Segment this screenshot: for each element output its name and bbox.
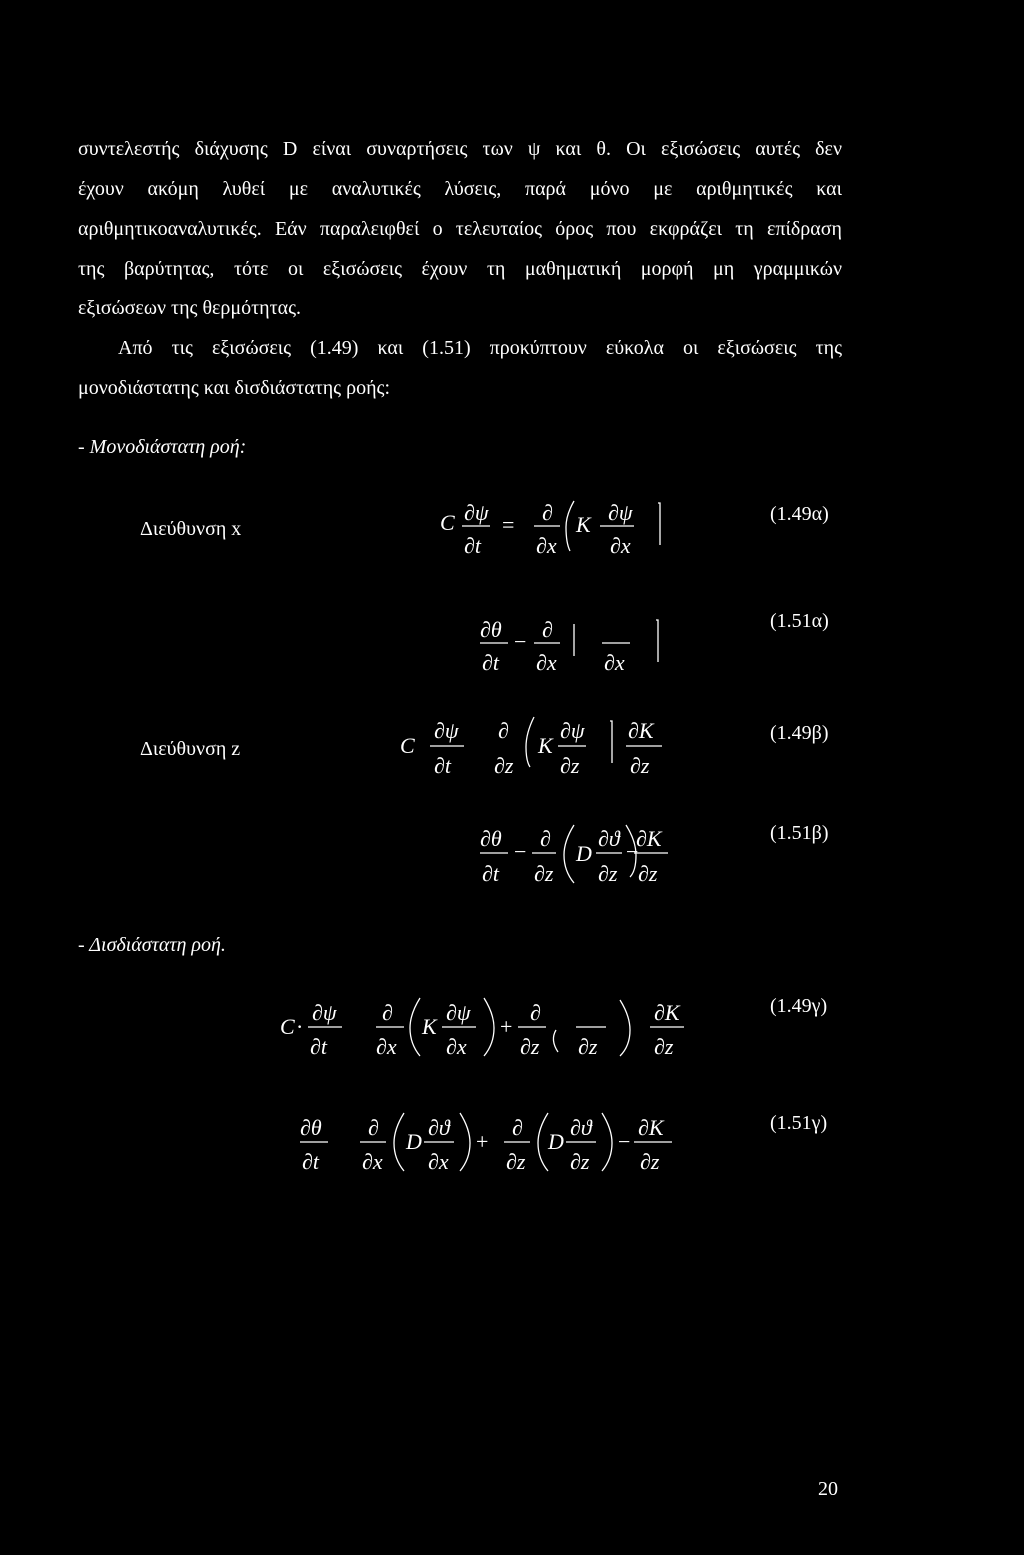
eq-symbol: ∂x [428,1149,449,1174]
eq-symbol: ∂ [382,1000,393,1025]
eq-symbol: D [548,1129,564,1154]
eq-symbol: ∂ϑ [598,826,620,851]
eq-symbol: ∂t [482,650,499,675]
eq-symbol: − [514,839,527,864]
eq-symbol: ∂z [630,753,650,778]
eq-symbol: ∂z [534,861,554,886]
eq-symbol: ∂t [482,861,499,886]
eq-symbol: ∂K [636,826,662,851]
right-paren [602,1113,612,1171]
paragraph-line: έχουν ακόμη λυθεί με αναλυτικές λύσεις, παρά μόνο με αριθμητικές και [78,178,842,200]
eq-symbol: ∂ [542,617,553,642]
eq-symbol: ∂ [530,1000,541,1025]
eq-symbol: ∂z [570,1149,590,1174]
eq-symbol: ∂ψ [312,1000,337,1025]
equation-number: (1.51γ) [770,1112,828,1134]
eq-symbol: − [618,1129,631,1154]
eq-symbol: ∂ϑ [570,1115,592,1140]
paragraph-line: της βαρύτητας, τότε οι εξισώσεις έχουν τη μαθηματική μορφή μη γραμμικών [78,258,842,280]
section-heading-two-dimensional: - Δισδιάστατη ροή. [78,934,226,956]
eq-symbol: ∂z [560,753,580,778]
eq-symbol: K [576,512,591,537]
eq-symbol: ∂ [368,1115,379,1140]
eq-symbol: ∂K [628,718,654,743]
eq-symbol: ∂t [302,1149,319,1174]
eq-symbol: ∂z [578,1034,598,1059]
left-paren [394,1113,404,1171]
eq-symbol: − [514,629,527,654]
left-paren [553,1030,558,1052]
equation-number: (1.51β) [770,822,829,844]
eq-symbol: K [422,1014,437,1039]
eq-symbol: C [440,510,455,535]
eq-symbol: ∂K [638,1115,664,1140]
eq-symbol: ∂t [464,533,481,558]
eq-symbol: ∂z [494,753,514,778]
eq-symbol: ∂ψ [434,718,459,743]
eq-symbol: ∂z [654,1034,674,1059]
eq-symbol: ∂ϑ [428,1115,450,1140]
left-paren [538,1113,548,1171]
eq-symbol: ∂ψ [608,500,633,525]
paragraph-line: μονοδιάστατης και δισδιάστατης ροής: [78,377,391,399]
eq-symbol: D [406,1129,422,1154]
direction-x-label: Διεύθυνση x [140,518,242,540]
page-number: 20 [818,1478,838,1500]
section-heading-one-dimensional: - Μονοδιάστατη ροή: [78,436,247,458]
direction-z-label: Διεύθυνση z [140,738,241,760]
equation-number: (1.49γ) [770,995,828,1017]
eq-symbol: ∂z [598,861,618,886]
equation-151c [300,1105,700,1185]
eq-symbol: + [500,1014,513,1039]
eq-symbol: ∂z [640,1149,660,1174]
eq-symbol: ∂z [520,1034,540,1059]
eq-symbol: ∂ψ [446,1000,471,1025]
eq-symbol: ∂ [540,826,551,851]
eq-symbol: ∂x [536,650,557,675]
eq-symbol: · [296,1014,304,1039]
eq-symbol: − [626,839,639,864]
eq-symbol: ∂ψ [464,500,489,525]
eq-symbol: ∂ [512,1115,523,1140]
right-paren [620,1000,630,1056]
paragraph-line: Από τις εξισώσεις (1.49) και (1.51) προκύπτουν εύκολα οι εξισώσεις της [118,337,842,359]
equation-number: (1.49α) [770,503,829,525]
paragraph-line: αριθμητικοαναλυτικές. Εάν παραλειφθεί ο τελευταίος όρος που εκφράζει τη επίδραση [78,218,842,240]
eq-symbol: + [476,1129,489,1154]
equation-151a [480,612,680,682]
eq-symbol: ∂ψ [560,718,585,743]
eq-symbol: ∂θ [480,617,502,642]
eq-symbol: ∂x [536,533,557,558]
eq-symbol: C [280,1014,295,1039]
eq-symbol: ∂x [376,1034,397,1059]
equation-149b [400,705,680,785]
equation-151b-tail [626,815,686,895]
eq-symbol: ∂ [542,500,553,525]
eq-symbol: ∂ [498,718,509,743]
right-paren [460,1113,470,1171]
eq-symbol: ∂t [310,1034,327,1059]
eq-symbol: ∂x [610,533,631,558]
eq-symbol: ∂z [506,1149,526,1174]
left-paren [564,825,574,883]
eq-symbol: ∂θ [480,826,502,851]
right-paren [610,721,612,763]
eq-symbol: ∂K [654,1000,680,1025]
eq-symbol: ∂t [434,753,451,778]
paragraph-line: συντελεστής διάχυσης D είναι συναρτήσεις των ψ και θ. Οι εξισώσεις αυτές δεν [78,138,842,160]
eq-symbol: ∂z [638,861,658,886]
right-paren [658,503,660,545]
eq-symbol: C [400,733,415,758]
eq-symbol: ∂x [604,650,625,675]
eq-symbol: K [538,733,553,758]
equation-number: (1.51α) [770,610,829,632]
eq-symbol: ∂θ [300,1115,322,1140]
equation-149c [280,990,700,1070]
eq-symbol: D [576,841,592,866]
eq-symbol: ∂x [446,1034,467,1059]
left-paren [410,998,420,1056]
paragraph-line: εξισώσεων της θερμότητας. [78,297,302,319]
eq-symbol: = [502,512,515,537]
right-paren [656,620,658,662]
eq-symbol: ∂x [362,1149,383,1174]
right-paren [484,998,494,1056]
left-paren [526,717,534,767]
equation-number: (1.49β) [770,722,829,744]
equation-149a [440,495,680,565]
left-paren [566,501,574,551]
